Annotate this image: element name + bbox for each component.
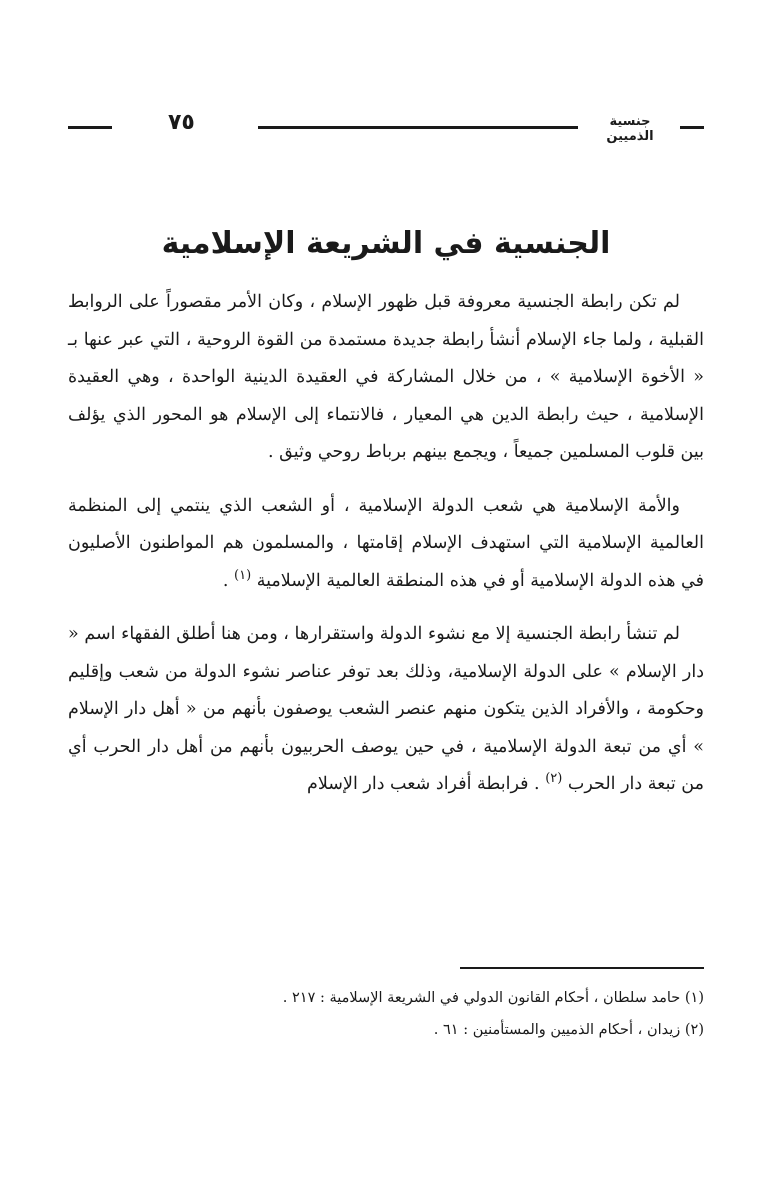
footnote-1: (١) حامد سلطان ، أحكام القانون الدولي في الشريعة الإسلامية : ٢١٧ . — [282, 990, 704, 1006]
footnote-reference-2[interactable]: (٢) — [545, 771, 563, 787]
paragraph-3-tail: . فرابطة أفراد شعب دار الإسلام — [307, 774, 546, 794]
header-rule-right — [680, 126, 704, 129]
body-text — [68, 284, 704, 820]
paragraph-1 — [68, 284, 704, 472]
footnotes — [68, 982, 704, 1046]
page-number: ٧٥ — [168, 110, 195, 135]
footnote-reference-1[interactable]: (١) — [234, 567, 252, 583]
paragraph-2-text: والأمة الإسلامية هي شعب الدولة الإسلامية ، أو الشعب الذي ينتمي إلى المنظمة العالمية الإسلامية التي استهدف الإسلام إقامتها ، والمسلمون هم المواطنون الأصليون في هذه الدولة الإسلامية أو في هذه المنطقة العالمية الإسلامية — [68, 495, 704, 591]
header-rule-middle — [258, 126, 578, 129]
paragraph-3 — [68, 616, 704, 804]
running-title: جنسية الذميين — [606, 114, 654, 144]
paragraph-2 — [68, 488, 704, 601]
section-title: الجنسية في الشريعة الإسلامية — [161, 226, 611, 261]
running-header — [68, 112, 704, 142]
header-rule-left — [68, 126, 112, 129]
paragraph-2-tail: . — [222, 570, 235, 591]
footnote-2: (٢) زيدان ، أحكام الذميين والمستأمنين : ٦١ . — [433, 1022, 704, 1038]
paragraph-1-text: لم تكن رابطة الجنسية معروفة قبل ظهور الإسلام ، وكان الأمر مقصوراً على الروابط القبلية ، ولما جاء الإسلام أنشأ رابطة جديدة مستمدة من القوة الروحية ، التي عبر عنها بـ « الأخوة الإسلامية » ، من خلال المشاركة في العقيدة الدينية الواحدة ، وهي العقيدة الإسلامية ، حيث رابطة الدين هي المعيار ، فالانتماء إلى الإسلام هو المحور الذي يؤلف بين قلوب المسلمين جميعاً ، ويجمع بينهم برباط روحي وثيق . — [68, 292, 704, 462]
paragraph-3-text: لم تنشأ رابطة الجنسية إلا مع نشوء الدولة واستقرارها ، ومن هنا أطلق الفقهاء اسم « دار الإسلام » على الدولة الإسلامية، وذلك بعد توفر عناصر نشوء الدولة من شعب وإقليم وحكومة ، والأفراد الذين يتكون منهم عنصر الشعب يوصفون بأنهم من « أهل دار الإسلام » أي من تبعة الدولة الإسلامية ، في حين يوصف الحربيون بأنهم من أهل دار الحرب أي من تبعة دار الحرب — [68, 624, 704, 794]
footnote-separator — [460, 967, 704, 969]
